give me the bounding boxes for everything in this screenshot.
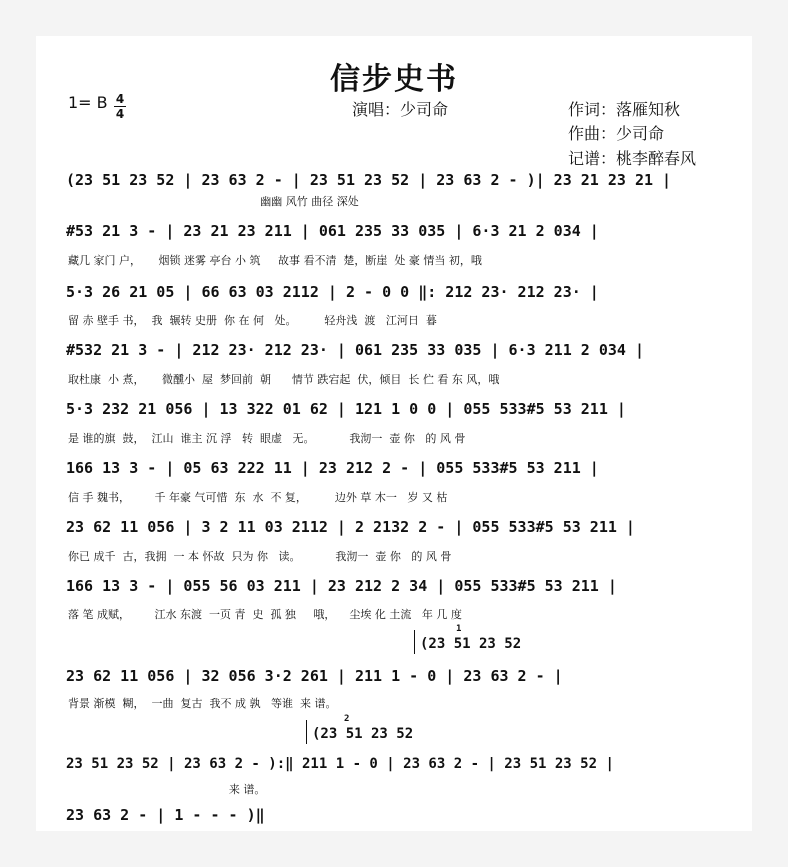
notation-line-8: 166 13 3 - | 055 56 03 211 | 23 212 2 34 | 055 533#5 53 211 | <box>66 577 617 595</box>
notation-line-7: 23 62 11 056 | 3 2 11 03 2112 | 2 2132 2 - | 055 533#5 53 211 | <box>66 518 635 536</box>
time-signature <box>114 93 126 120</box>
notation-line-3: 5·3 26 21 05 | 66 63 03 2112 | 2 - 0 0 ‖: 212 23· 212 23· | <box>66 283 599 301</box>
notation-line-4: #532 21 3 - | 212 23· 212 23· | 061 235 33 035 | 6·3 211 2 034 | <box>66 341 644 359</box>
notation-line-1: (23 51 23 52 | 23 63 2 - | 23 51 23 52 | 23 63 2 - )| 23 21 23 21 | <box>66 171 672 189</box>
lyric-line-10: 来 谱。 <box>68 783 266 796</box>
volta-1-number: 1 <box>456 624 462 634</box>
volta-2-notes: (23 51 23 52 <box>312 726 414 742</box>
notation-line-11: 23 63 2 - | 1 - - - )‖ <box>66 806 265 824</box>
notation-line-9: 23 62 11 056 | 32 056 3·2 261 | 211 1 - 0 | 23 63 2 - | <box>66 667 563 685</box>
lyric-line-5: 是 谁的旗 鼓， 江山 谁主 沉 浮 转 眼虚 无。 我沏一 壶 你 的 风 骨 <box>68 432 466 445</box>
lyric-line-7: 你已 成千 古，我拥 一 本 怀故 只为 你 读。 我沏一 壶 你 的 风 骨 <box>68 550 452 563</box>
lyric-line-4: 取杜康 小 煮， 微醺小 屋 梦回前 朝 情节 跌宕起 伏，倾目 长 伫 看 东 风，哦 <box>68 373 500 386</box>
notation-line-6: 166 13 3 - | 05 63 222 11 | 23 212 2 - | 055 533#5 53 211 | <box>66 459 599 477</box>
notation-line-5: 5·3 232 21 056 | 13 322 01 62 | 121 1 0 0 | 055 533#5 53 211 | <box>66 400 626 418</box>
volta-1-bracket <box>414 630 415 654</box>
lyric-line-8: 落 笔 成赋， 江水 东渡 一页 青 史 孤 独 哦， 尘埃 化 土流 年 几 度 <box>68 608 462 621</box>
volta-1-notes: (23 51 23 52 <box>420 636 522 652</box>
time-signature-bottom: 4 <box>115 107 125 121</box>
lyric-line-2: 藏几 家门 户， 烟锁 迷雾 亭台 小 筑 故事 看不清 楚，断崖 处 豪 情当 初，哦 <box>68 254 482 267</box>
notation-line-10: 23 51 23 52 | 23 63 2 - ):‖ 211 1 - 0 | 23 63 2 - | 23 51 23 52 | <box>66 756 614 772</box>
transcriber-credit: 记谱：桃李醉春风 <box>568 149 697 168</box>
singer-credit: 演唱：少司命 <box>352 100 449 119</box>
lyric-line-1: 幽幽 风竹 曲径 深处 <box>68 195 359 208</box>
lyric-line-3: 留 赤 壁手 书， 我 辗转 史册 你 在 何 处。 轻舟浅 渡 江河日 暮 <box>68 314 437 327</box>
time-signature-top: 4 <box>115 92 125 106</box>
key-signature: 1= B <box>68 93 108 112</box>
composer-credit: 作曲：少司命 <box>568 124 665 143</box>
notation-line-2: #53 21 3 - | 23 21 23 211 | 061 235 33 035 | 6·3 21 2 034 | <box>66 222 599 240</box>
song-title: 信步史书 <box>330 62 458 97</box>
volta-2-bracket <box>306 720 307 744</box>
volta-2-number: 2 <box>344 714 350 724</box>
lyric-line-6: 信 手 魏书， 千 年豪 气可惜 东 水 不 复， 边外 草 木一 岁 又 枯 <box>68 491 448 504</box>
lyric-line-9: 背景 渐模 糊， 一曲 复古 我不 成 孰 等谁 来 谱。 <box>68 697 337 710</box>
lyricist-credit: 作词：落雁知秋 <box>568 100 681 119</box>
